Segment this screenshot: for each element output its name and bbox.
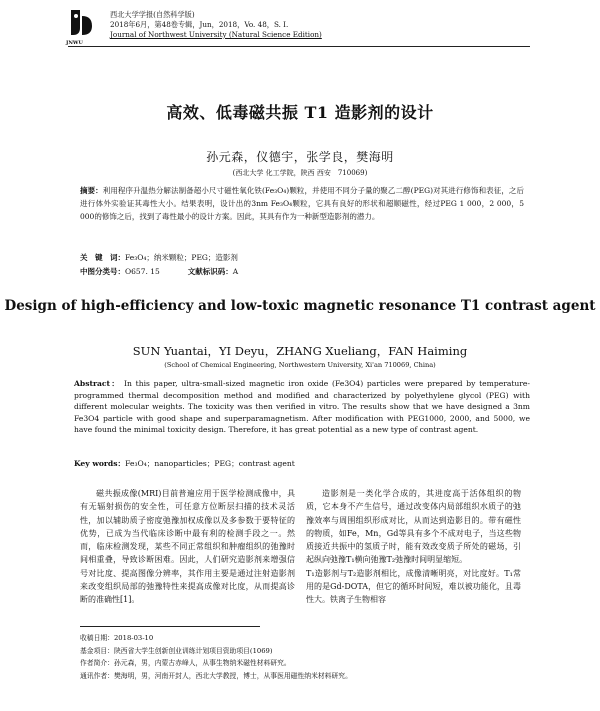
keywords-cn-label: 关 键 词： <box>80 253 125 262</box>
footnotes <box>80 632 530 682</box>
abstract-cn-label: 摘要： <box>80 186 103 195</box>
footnote-received: 收稿日期：2018-03-10 <box>80 634 154 642</box>
keywords-cn <box>80 252 524 264</box>
footnote-fund: 基金项目：陕西省大学生创新创业训练计划项目资助项目(1069) <box>80 646 273 655</box>
doc-code-value: A <box>232 267 239 276</box>
title-en: Design of high-efficiency and low-toxic magnetic resonance T1 contrast agent <box>4 298 596 314</box>
abstract-en <box>74 378 530 436</box>
footnote-author: 作者简介：孙元森，男，内蒙古赤峰人，从事生物纳米磁性材料研究。 <box>80 659 291 668</box>
issue-line: 2018年6月，第48卷专辑，Jun，2018，Vo. 48，S. I. <box>110 20 289 29</box>
body-column-left: 磁共振成像(MRI)目前普遍应用于医学检测成像中，具有无辐射损伤的安全性，可任意方位断层扫描的技术灵活性，加以辅助质子密度弛豫加权成像以及多参数于要特征的优势，已成为当代临床诊断中最有利的检测手段之一。然而，临床检测发现，某些不同正常组织和肿瘤组织的弛豫时间相重叠，导致诊断困难。因此，人们研究造影剂来增强信号对比度、提高图像分辨率，其作用主要是通过注射造影剂来改变组织局部的弛豫特性来提高成像对比度，从而提高诊断的准确性[1]。 <box>80 489 295 605</box>
affiliation-en: (School of Chemical Engineering, Northwestern University, Xi'an 710069, China) <box>164 361 436 369</box>
abstract-en-label: Abstract： <box>74 379 121 388</box>
keywords-cn-text: Fe₃O₄；纳米颗粒；PEG；造影剂 <box>125 253 238 262</box>
classification-cn <box>80 266 524 278</box>
footnote-corresponding: 通讯作者：樊海明，男，河南开封人，西北大学教授，博士，从事医用磁性纳米材料研究。 <box>80 671 352 680</box>
body-column-right: 造影剂是一类化学合成的，其进度高于活体组织的物质，它本身不产生信号，通过改变体内局部组织水质子的弛豫效率与周围组织形成对比，从而达到造影目的。带有磁性的物质，如Fe，Mn，Gd等具有多个不成对电子，当这些物质接近共振中的氢质子时，能有效改变质子所处的磁场，引起纵向弛豫T₁横向弛豫T₂弛豫时间明显缩短。 T₁造影剂与T₂造影剂相比，成像清晰明亮，对比度好。T₁常用的是Gd-DOTA，但它的循环时间短，难以被功能化，且毒性大。铁离子生物相容 <box>306 489 521 605</box>
authors-en: SUN Yuantai，YI Deyu，ZHANG Xueliang，FAN Haiming <box>132 344 468 358</box>
doc-code-label: 文献标识码： <box>187 267 233 276</box>
journal-name-cn: 西北大学学报(自然科学版) <box>110 10 195 19</box>
keywords-en <box>74 458 530 470</box>
header-rule <box>68 46 530 47</box>
journal-name-en: Journal of Northwest University (Natural Science Edition) <box>110 30 322 39</box>
abstract-en-text: In this paper, ultra-small-sized magnetic iron oxide (Fe3O4) particles were prepared by temperature-programmed thermal decomposition method and modified and characterized by polyethylene glycol (PEG) with different molecular weights. The toxicity was then verified in vitro. The results show that we have designed a 3nm Fe3O4 particle with good shape and superparamagnetism. After modification with PEG1000, 2000, and 5000, we have found the minimal toxicity design. Therefore, it has great potential as a new type of contrast agent. <box>74 379 530 435</box>
journal-logo-icon <box>68 8 94 38</box>
abstract-cn <box>80 184 524 224</box>
clc-value: O657. 15 <box>125 267 160 276</box>
footnote-rule <box>80 626 260 627</box>
affiliation-cn: (西北大学 化工学院，陕西 西安 710069) <box>232 169 368 177</box>
abstract-cn-text: 利用程序升温热分解法制备超小尺寸磁性氧化铁(Fe₃O₄)颗粒，并使用不同分子量的聚乙二醇(PEG)对其进行修饰和表征，之后进行体外实验证其毒性大小。结果表明，设计出的3nm Fe₃O₄颗粒，它具有良好的形状和超顺磁性，经过PEG 1 000，2 000，5 000的修饰之后，找到了毒性最小的设计方案。因此，其具有作为一种新型造影剂的潜力。 <box>80 186 524 222</box>
authors-cn: 孙元森，仪德宇，张学良，樊海明 <box>206 150 394 164</box>
keywords-en-label: Key words： <box>74 459 126 468</box>
journal-logo-label: JNWU <box>66 40 83 46</box>
keywords-en-text: Fe₃O₄；nanoparticles；PEG；contrast agent <box>125 459 295 468</box>
title-cn: 高效、低毒磁共振 T1 造影剂的设计 <box>166 103 434 122</box>
clc-label: 中图分类号： <box>80 267 125 276</box>
